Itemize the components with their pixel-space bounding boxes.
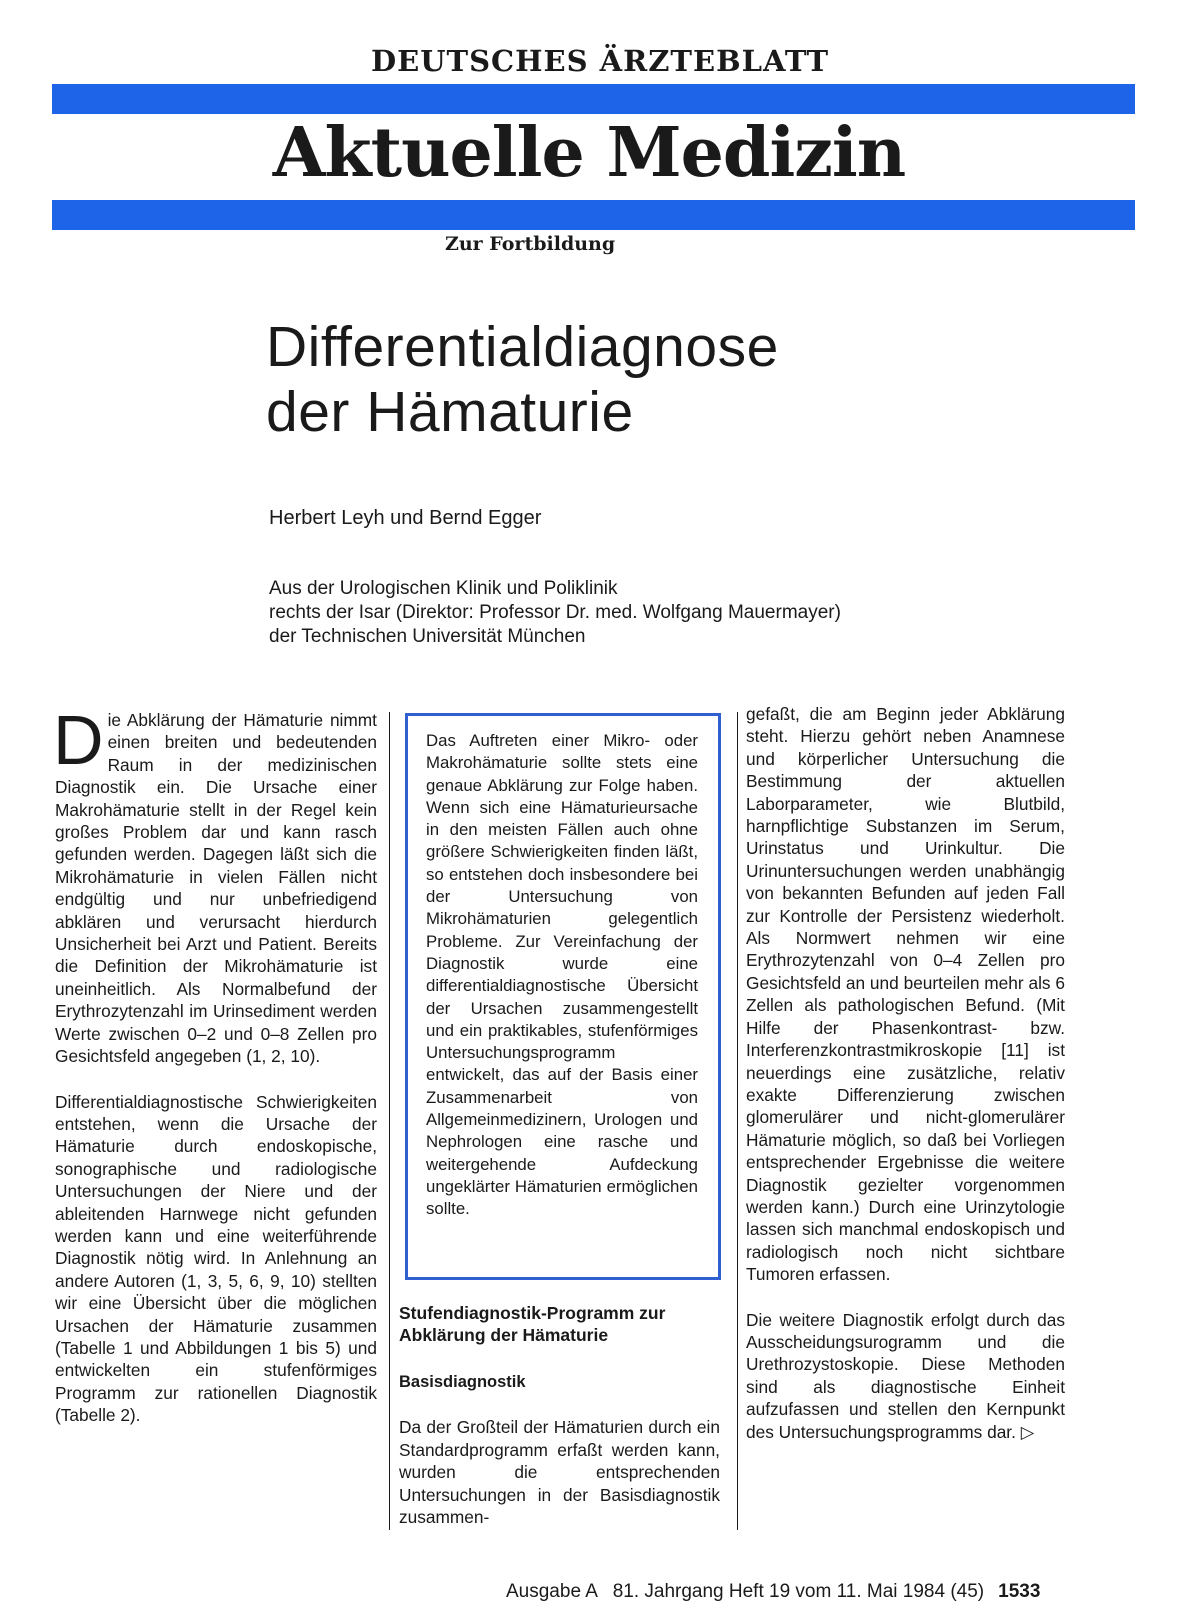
section-band-bottom	[52, 200, 1135, 230]
body-paragraph: gefaßt, die am Beginn jeder Abklärung steht. Hierzu gehört neben Anamnese und körperlicher Untersuchung die Bestimmung der aktuellen Laborparameter, wie Blutbild, harnpflichtige Substanzen im Serum, Urinstatus und Urinkultur. Die Urinuntersuchungen werden unabhängig von bekannten Befunden auf jeden Fall zur Kontrolle der Persistenz wiederholt. Als Normwert nehmen wir eine Erythrozytenzahl von 0–4 Zellen pro Gesichtsfeld an und beurteilen mehr als 6 Zellen als pathologischen Befund. (Mit Hilfe der Phasenkontrast- bzw. Interferenzkontrastmikroskopie [11] ist neuerdings eine zusätzliche, relativ exakte Differenzierung zwischen glomerulärer und nicht-glomerulärer Hämaturie möglich, so daß bei Vorliegen entsprechender Ergebnisse die weitere Diagnostik gezielter vorgenommen werden kann.) Durch eine Urinzytologie lassen sich manchmal endoskopisch und radiologisch noch nicht sichtbare Tumoren erfassen.	[746, 704, 1065, 1285]
article-title-line2: der Hämaturie	[266, 380, 634, 444]
affiliation-line: der Technischen Universität München	[269, 626, 586, 647]
column-divider	[389, 712, 390, 1530]
article-authors: Herbert Leyh und Bernd Egger	[269, 507, 542, 529]
issue-info: Ausgabe A 81. Jahrgang Heft 19 vom 11. Mai 1984 (45)	[506, 1581, 985, 1602]
subsection-heading: Basisdiagnostik	[399, 1373, 526, 1391]
drop-cap: D	[53, 701, 104, 779]
body-paragraph	[53, 701, 377, 1068]
continue-arrow-icon: ▷	[1020, 1421, 1035, 1442]
body-paragraph: Da der Großteil der Hämaturien durch ein Standardprogramm erfaßt werden kann, wurden die entsprechenden Untersuchungen in der Basisdiagnostik zusammen-	[399, 1417, 720, 1528]
page-number: 1533	[998, 1581, 1041, 1602]
section-title: Aktuelle Medizin	[272, 113, 906, 193]
journal-masthead: DEUTSCHES ÄRZTEBLATT	[370, 44, 830, 78]
text-column-2	[399, 1302, 720, 1528]
section-band-top	[52, 84, 1135, 114]
body-paragraph: Differentialdiagnostische Schwierigkeiten entstehen, wenn die Ursache der Hämaturie durch endoskopische, sonographische und radiologische Untersuchungen der Niere und der ableitenden Harnwege nicht gefunden werden kann und eine weiterführende Diagnostik nötig wird. In Anlehnung an andere Autoren (1, 3, 5, 6, 9, 10) stellten wir eine Übersicht über die möglichen Ursachen der Hämaturie zusammen (Tabelle 1 und Abbildungen 1 bis 5) und entwickelten ein stufenförmiges Programm zur rationellen Diagnostik (Tabelle 2).	[55, 1091, 377, 1426]
page-footer	[506, 1581, 1040, 1603]
paragraph-text: ie Abklärung der Hämaturie nimmt einen breiten und bedeutenden Raum in der medizinischen Diagnostik ein. Die Ursache einer Makrohämaturie stellt in der Regel kein großes Problem dar und kann rasch gefunden werden. Dagegen läßt sich die Mikrohämaturie in vielen Fällen nicht endgültig und nur unbefriedigend abklären und verursacht hierdurch Unsicherheit bei Arzt und Patient. Bereits die Definition der Mikrohämaturie ist uneinheitlich. Als Normalbefund der Erythrozytenzahl im Urinsediment werden Werte zwischen 0–2 und 0–8 Zellen pro Gesichtsfeld angegeben (1, 2, 10).	[55, 710, 377, 1067]
text-column-1	[53, 701, 377, 1427]
section-heading: Stufendiagnostik-Programm zur Abklärung der Hämaturie	[399, 1303, 666, 1345]
article-title-line1: Differentialdiagnose	[266, 315, 779, 379]
abstract-text: Das Auftreten einer Mikro- oder Makrohämaturie sollte stets eine genaue Abklärung zur Folge haben. Wenn sich eine Hämaturieursache in den meisten Fällen auch ohne größere Schwierigkeiten finden läßt, so entstehen doch insbesondere bei der Untersuchung von Mikrohämaturien gelegentlich Probleme. Zur Vereinfachung der Diagnostik wurde eine differentialdiagnostische Übersicht der Ursachen zusammengestellt und ein praktikables, stufenförmiges Untersuchungsprogramm entwickelt, das auf der Basis einer Zusammenarbeit von Allgemeinmedizinern, Urologen und Nephrologen eine rasche und weitergehende Aufdeckung ungeklärter Hämaturien ermöglichen sollte.	[426, 731, 698, 1219]
text-column-3	[746, 703, 1065, 1443]
section-subtitle: Zur Fortbildung	[445, 233, 616, 255]
article-affiliation	[269, 577, 841, 649]
column-divider	[737, 712, 738, 1530]
affiliation-line: rechts der Isar (Direktor: Professor Dr. med. Wolfgang Mauermayer)	[269, 602, 841, 623]
paragraph-text: Die weitere Diagnostik erfolgt durch das Ausscheidungsurogramm und die Urethrozystoskopie. Diese Methoden sind als diagnostische Einheit aufzufassen und stellen den Kernpunkt des Untersuchungsprogramms dar.	[746, 1309, 1065, 1442]
body-paragraph	[746, 1309, 1065, 1443]
article-title	[266, 315, 779, 445]
affiliation-line: Aus der Urologischen Klinik und Poliklinik	[269, 578, 618, 599]
